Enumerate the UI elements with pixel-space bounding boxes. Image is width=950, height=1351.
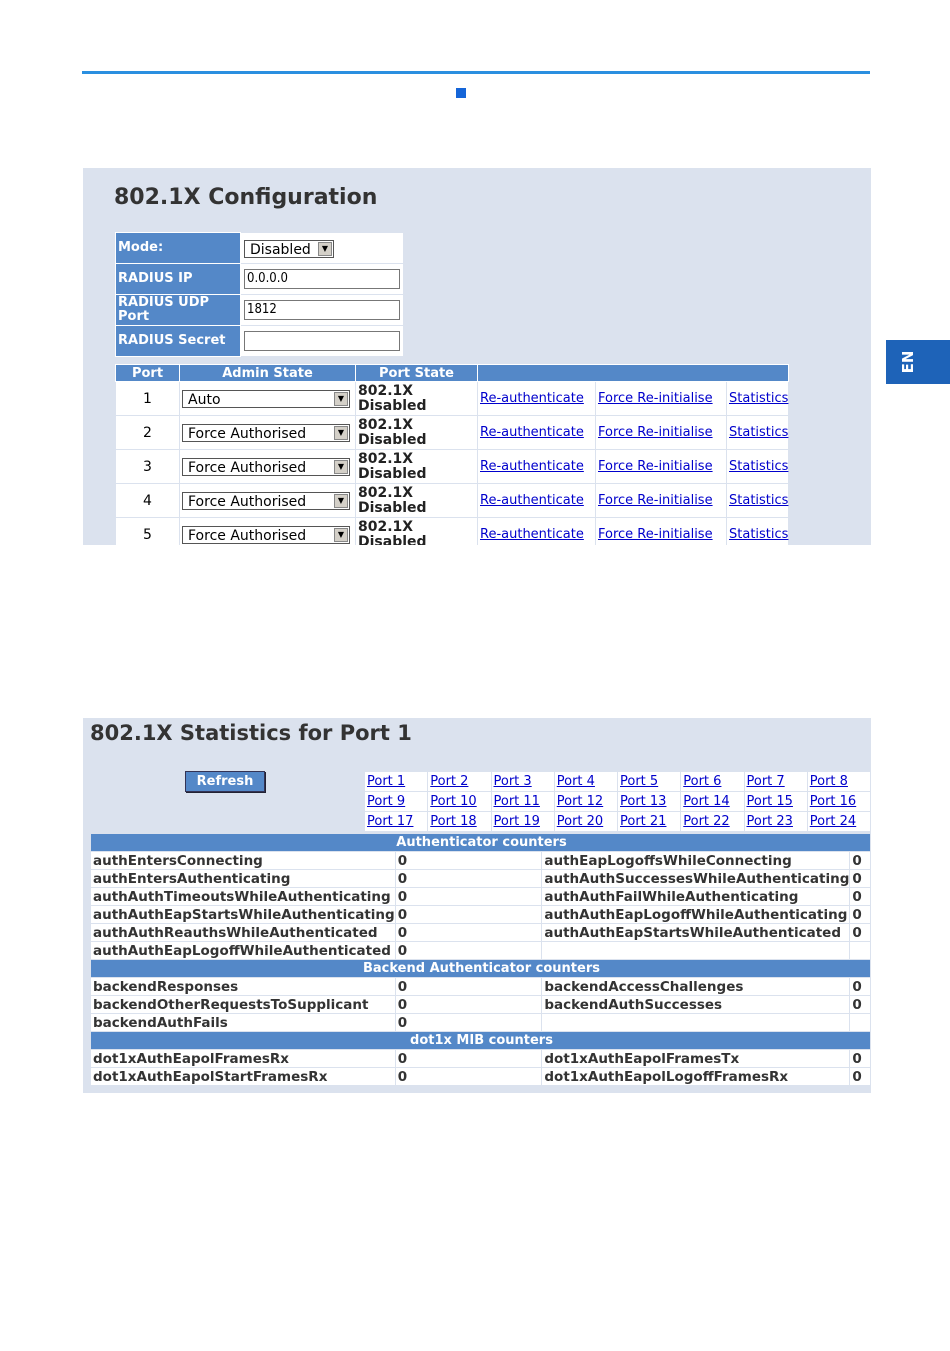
counter-value: 0 bbox=[395, 924, 542, 942]
port-link-cell bbox=[428, 812, 491, 832]
port-link-cell bbox=[365, 792, 428, 812]
statistics-link[interactable]: Statistics bbox=[729, 459, 789, 474]
port-number: 2 bbox=[116, 416, 180, 450]
port-row bbox=[116, 518, 789, 546]
port-link[interactable]: Port 20 bbox=[556, 814, 604, 829]
port-state-header: Port State bbox=[356, 365, 478, 382]
table-row bbox=[91, 906, 871, 924]
port-link-cell bbox=[618, 792, 681, 812]
config-panel bbox=[83, 168, 871, 545]
admin-state-value: Force Authorised bbox=[188, 527, 307, 544]
counter-name: authEntersAuthenticating bbox=[91, 870, 396, 888]
counter-value bbox=[850, 942, 871, 960]
admin-state-value: Auto bbox=[188, 391, 221, 408]
admin-state-select[interactable] bbox=[182, 492, 350, 510]
counter-name: dot1xAuthEapolFramesRx bbox=[91, 1050, 396, 1068]
counter-value: 0 bbox=[395, 1050, 542, 1068]
counter-value: 0 bbox=[395, 1014, 542, 1032]
port-link-cell bbox=[681, 792, 744, 812]
table-row bbox=[91, 852, 871, 870]
reauthenticate-link[interactable]: Re-authenticate bbox=[480, 425, 584, 440]
counter-value: 0 bbox=[850, 888, 871, 906]
counter-value: 0 bbox=[395, 888, 542, 906]
section-header: Backend Authenticator counters bbox=[91, 960, 871, 978]
statistics-link[interactable]: Statistics bbox=[729, 527, 789, 542]
port-link[interactable]: Port 14 bbox=[683, 794, 730, 809]
counter-name: authAuthEapStartsWhileAuthenticating bbox=[91, 906, 396, 924]
stats-title: 802.1X Statistics for Port 1 bbox=[90, 721, 412, 745]
port-link-cell bbox=[807, 772, 870, 792]
chevron-down-icon: ▼ bbox=[334, 494, 348, 508]
port-link-cell bbox=[744, 812, 807, 832]
port-link-cell bbox=[554, 792, 617, 812]
port-link-cell bbox=[807, 792, 870, 812]
port-link[interactable]: Port 22 bbox=[683, 814, 730, 829]
chevron-down-icon: ▼ bbox=[334, 528, 348, 542]
port-link[interactable]: Port 9 bbox=[367, 794, 406, 809]
counter-name: dot1xAuthEapolStartFramesRx bbox=[91, 1068, 396, 1086]
port-link[interactable]: Port 7 bbox=[746, 774, 785, 789]
port-link-cell bbox=[365, 772, 428, 792]
port-link-cell bbox=[491, 812, 554, 832]
port-link[interactable]: Port 2 bbox=[430, 774, 469, 789]
counter-value: 0 bbox=[395, 870, 542, 888]
radius-settings bbox=[115, 232, 404, 357]
radius-port-input[interactable]: 1812 bbox=[244, 300, 400, 320]
bullet-square-icon bbox=[456, 88, 466, 98]
port-link[interactable]: Port 11 bbox=[493, 794, 540, 809]
port-link[interactable]: Port 15 bbox=[746, 794, 793, 809]
radius-port-label: RADIUS UDP Port bbox=[116, 295, 241, 326]
reauthenticate-link[interactable]: Re-authenticate bbox=[480, 493, 584, 508]
port-link[interactable]: Port 17 bbox=[367, 814, 414, 829]
port-link-cell bbox=[428, 792, 491, 812]
port-number: 3 bbox=[116, 450, 180, 484]
port-link-cell bbox=[618, 812, 681, 832]
port-link[interactable]: Port 5 bbox=[620, 774, 659, 789]
admin-state-value: Force Authorised bbox=[188, 459, 307, 476]
port-link[interactable]: Port 12 bbox=[556, 794, 604, 809]
refresh-button[interactable]: Refresh bbox=[185, 771, 265, 792]
port-state: 802.1X Disabled bbox=[356, 416, 478, 450]
actions-header bbox=[478, 365, 789, 382]
table-row bbox=[91, 924, 871, 942]
chevron-down-icon: ▼ bbox=[334, 426, 348, 440]
counter-value: 0 bbox=[850, 1050, 871, 1068]
mode-value: Disabled bbox=[250, 241, 311, 258]
port-link[interactable]: Port 8 bbox=[809, 774, 848, 789]
counter-name: backendAuthSuccesses bbox=[542, 996, 850, 1014]
force-reinitialise-link[interactable]: Force Re-initialise bbox=[598, 391, 713, 406]
force-reinitialise-link[interactable]: Force Re-initialise bbox=[598, 527, 713, 542]
statistics-link[interactable]: Statistics bbox=[729, 391, 789, 406]
counter-name: authAuthFailWhileAuthenticating bbox=[542, 888, 850, 906]
statistics-link[interactable]: Statistics bbox=[729, 425, 789, 440]
port-number: 1 bbox=[116, 382, 180, 416]
port-link-cell bbox=[554, 772, 617, 792]
radius-secret-label: RADIUS Secret bbox=[116, 326, 241, 357]
force-reinitialise-link[interactable]: Force Re-initialise bbox=[598, 493, 713, 508]
table-row bbox=[91, 888, 871, 906]
counter-value bbox=[850, 1014, 871, 1032]
counter-name: authEapLogoffsWhileConnecting bbox=[542, 852, 850, 870]
port-link[interactable]: Port 4 bbox=[556, 774, 595, 789]
port-link[interactable]: Port 24 bbox=[809, 814, 857, 829]
counter-name: authEntersConnecting bbox=[91, 852, 396, 870]
language-tab[interactable] bbox=[886, 340, 950, 384]
mode-label: Mode: bbox=[116, 233, 241, 264]
counter-value: 0 bbox=[395, 852, 542, 870]
counter-value: 0 bbox=[850, 978, 871, 996]
counter-value: 0 bbox=[395, 942, 542, 960]
counter-value: 0 bbox=[395, 996, 542, 1014]
reauthenticate-link[interactable]: Re-authenticate bbox=[480, 459, 584, 474]
counter-name: authAuthEapStartsWhileAuthenticated bbox=[542, 924, 850, 942]
port-link[interactable]: Port 18 bbox=[430, 814, 477, 829]
counter-name: authAuthSuccessesWhileAuthenticating bbox=[542, 870, 850, 888]
port-state: 802.1X Disabled bbox=[356, 450, 478, 484]
port-state: 802.1X Disabled bbox=[356, 518, 478, 546]
section-header: Authenticator counters bbox=[91, 834, 871, 852]
table-row bbox=[91, 1050, 871, 1068]
counter-value: 0 bbox=[395, 906, 542, 924]
port-link-cell bbox=[807, 812, 870, 832]
port-link[interactable]: Port 13 bbox=[620, 794, 667, 809]
config-title: 802.1X Configuration bbox=[114, 185, 378, 210]
port-link-cell bbox=[681, 812, 744, 832]
counter-value: 0 bbox=[850, 906, 871, 924]
top-rule bbox=[82, 71, 870, 74]
counter-name bbox=[542, 1014, 850, 1032]
admin-state-select[interactable] bbox=[182, 390, 350, 408]
port-state: 802.1X Disabled bbox=[356, 484, 478, 518]
port-link-cell bbox=[681, 772, 744, 792]
counter-name: backendOtherRequestsToSupplicant bbox=[91, 996, 396, 1014]
admin-state-select[interactable] bbox=[182, 526, 350, 544]
port-link-cell bbox=[428, 772, 491, 792]
admin-state-value: Force Authorised bbox=[188, 425, 307, 442]
port-link[interactable]: Port 3 bbox=[493, 774, 532, 789]
table-row bbox=[91, 996, 871, 1014]
language-tab-label: EN bbox=[899, 350, 917, 374]
port-row bbox=[116, 450, 789, 484]
port-row bbox=[116, 416, 789, 450]
port-number: 5 bbox=[116, 518, 180, 546]
force-reinitialise-link[interactable]: Force Re-initialise bbox=[598, 425, 713, 440]
table-row bbox=[91, 1014, 871, 1032]
port-link-grid bbox=[364, 771, 871, 832]
reauthenticate-link[interactable]: Re-authenticate bbox=[480, 527, 584, 542]
port-link-cell bbox=[618, 772, 681, 792]
counter-name: dot1xAuthEapolLogoffFramesRx bbox=[542, 1068, 850, 1086]
section-header: dot1x MIB counters bbox=[91, 1032, 871, 1050]
admin-state-header: Admin State bbox=[180, 365, 356, 382]
port-row bbox=[116, 382, 789, 416]
admin-state-select[interactable] bbox=[182, 458, 350, 476]
counter-value: 0 bbox=[850, 1068, 871, 1086]
mode-select[interactable] bbox=[244, 240, 334, 258]
counters-table bbox=[90, 833, 871, 1086]
counter-value: 0 bbox=[850, 924, 871, 942]
counter-name: dot1xAuthEapolFramesTx bbox=[542, 1050, 850, 1068]
port-link[interactable]: Port 19 bbox=[493, 814, 540, 829]
admin-state-select[interactable] bbox=[182, 424, 350, 442]
table-row bbox=[91, 978, 871, 996]
counter-name: authAuthEapLogoffWhileAuthenticated bbox=[91, 942, 396, 960]
counter-value: 0 bbox=[850, 870, 871, 888]
counter-value: 0 bbox=[395, 1068, 542, 1086]
port-state: 802.1X Disabled bbox=[356, 382, 478, 416]
counter-value: 0 bbox=[395, 978, 542, 996]
port-number: 4 bbox=[116, 484, 180, 518]
port-link[interactable]: Port 6 bbox=[683, 774, 722, 789]
force-reinitialise-link[interactable]: Force Re-initialise bbox=[598, 459, 713, 474]
port-header: Port bbox=[116, 365, 180, 382]
chevron-down-icon: ▼ bbox=[334, 460, 348, 474]
counter-name: backendAccessChallenges bbox=[542, 978, 850, 996]
port-link-cell bbox=[744, 792, 807, 812]
statistics-link[interactable]: Statistics bbox=[729, 493, 789, 508]
counter-value: 0 bbox=[850, 852, 871, 870]
port-link[interactable]: Port 1 bbox=[367, 774, 406, 789]
port-link-cell bbox=[491, 772, 554, 792]
admin-state-value: Force Authorised bbox=[188, 493, 307, 510]
counter-value: 0 bbox=[850, 996, 871, 1014]
counter-name: authAuthEapLogoffWhileAuthenticating bbox=[542, 906, 850, 924]
counter-name: authAuthTimeoutsWhileAuthenticating bbox=[91, 888, 396, 906]
radius-secret-input[interactable] bbox=[244, 331, 400, 351]
counter-name: backendResponses bbox=[91, 978, 396, 996]
reauthenticate-link[interactable]: Re-authenticate bbox=[480, 391, 584, 406]
counter-name bbox=[542, 942, 850, 960]
port-link-cell bbox=[365, 812, 428, 832]
table-row bbox=[91, 1068, 871, 1086]
port-table bbox=[115, 364, 789, 545]
port-row bbox=[116, 484, 789, 518]
stats-panel bbox=[83, 718, 871, 1093]
chevron-down-icon: ▼ bbox=[318, 242, 332, 256]
counter-name: backendAuthFails bbox=[91, 1014, 396, 1032]
table-row bbox=[91, 942, 871, 960]
port-link-cell bbox=[554, 812, 617, 832]
port-link[interactable]: Port 21 bbox=[620, 814, 667, 829]
port-link[interactable]: Port 16 bbox=[809, 794, 857, 809]
port-link[interactable]: Port 10 bbox=[430, 794, 477, 809]
port-link[interactable]: Port 23 bbox=[746, 814, 793, 829]
port-link-cell bbox=[491, 792, 554, 812]
radius-ip-label: RADIUS IP bbox=[116, 264, 241, 295]
table-row bbox=[91, 870, 871, 888]
port-link-cell bbox=[744, 772, 807, 792]
counter-name: authAuthReauthsWhileAuthenticated bbox=[91, 924, 396, 942]
chevron-down-icon: ▼ bbox=[334, 392, 348, 406]
radius-ip-input[interactable]: 0.0.0.0 bbox=[244, 269, 400, 289]
